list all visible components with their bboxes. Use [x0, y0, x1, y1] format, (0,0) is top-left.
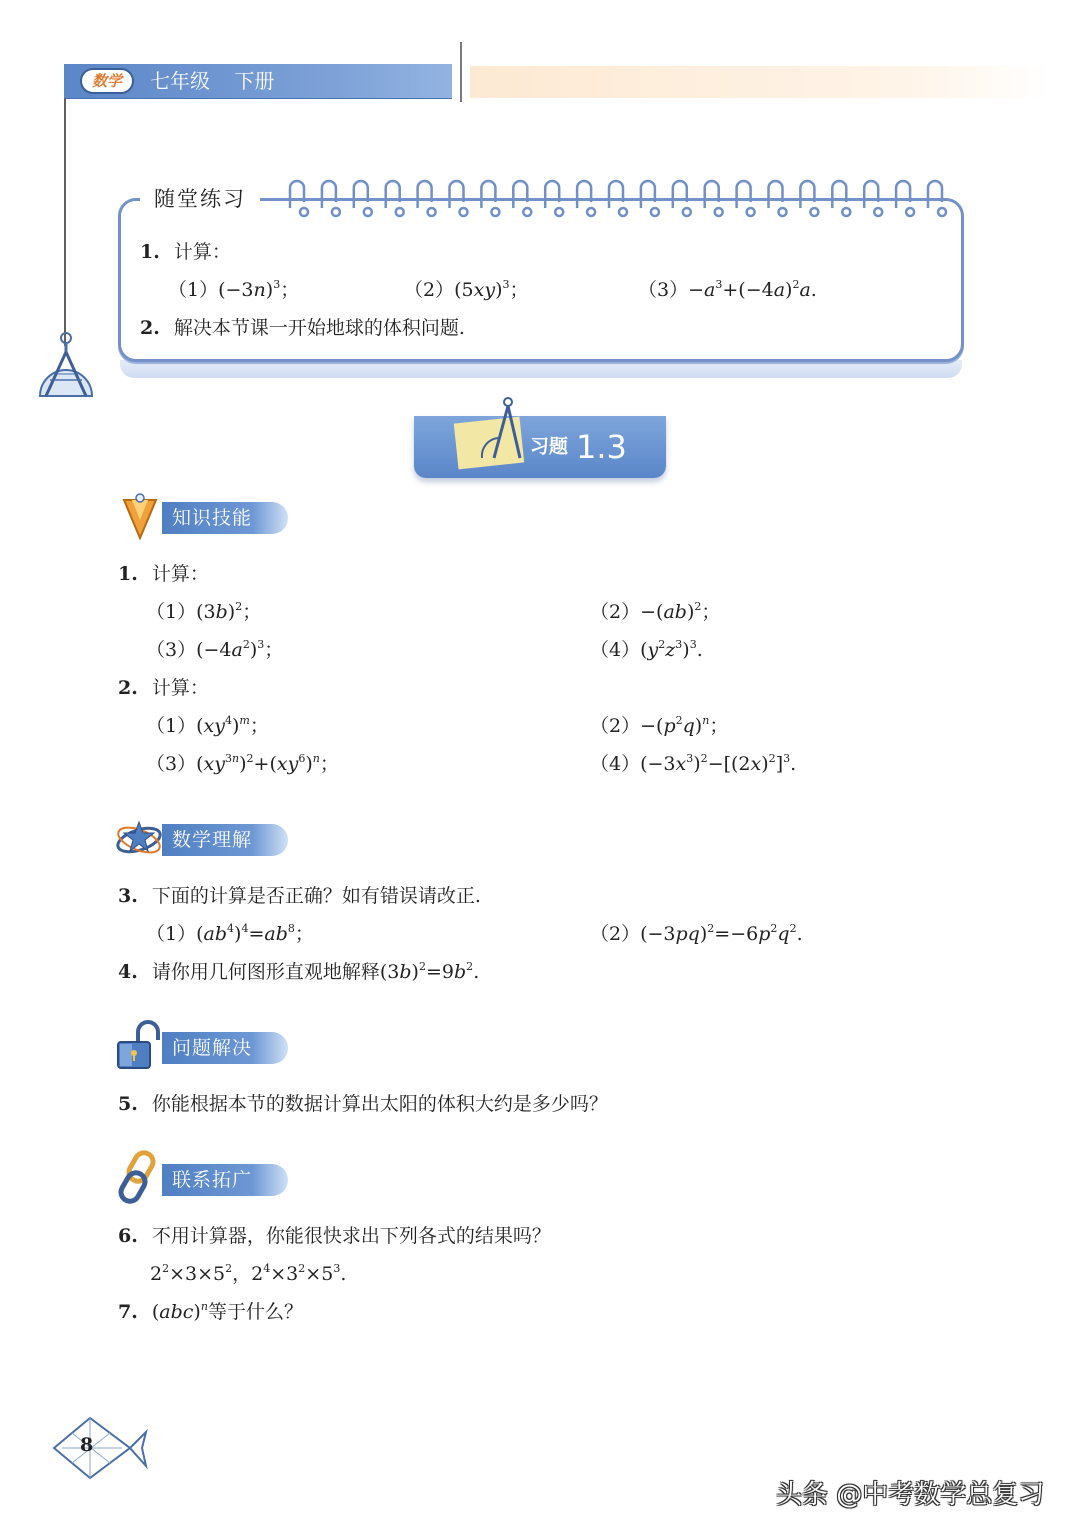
item-label: （1）: [168, 279, 219, 301]
exercise-6-text: 不用计算器，你能很快求出下列各式的结果吗？: [151, 1225, 551, 1247]
exercise-2: [118, 674, 209, 702]
ring: [896, 181, 910, 208]
header-decoration: [470, 66, 1050, 98]
exercise-7: 7. (abc)$^n$等于什么？: [118, 1299, 303, 1323]
exercise-1-item-3: $(3)(-4a^2)^3$；: [146, 637, 284, 661]
exercise-5-text: 你能根据本节的数据计算出太阳的体积大约是多少吗？: [151, 1093, 608, 1115]
ring-hole: [555, 208, 563, 216]
item-label: （4）: [590, 753, 641, 775]
chain-link-icon: [114, 1150, 164, 1204]
ring: [386, 181, 400, 208]
section-understanding-tab: 数学理解: [162, 824, 288, 856]
ring: [609, 181, 623, 208]
exercise-5: [118, 1090, 608, 1118]
ring: [450, 181, 464, 208]
ring-hole: [906, 208, 914, 216]
ring: [705, 181, 719, 208]
ring: [513, 181, 527, 208]
exercise-7-number: 7.: [118, 1301, 138, 1323]
exercise-4-number: 4.: [118, 961, 138, 983]
section-skills-tab: 知识技能: [162, 502, 288, 534]
ring: [290, 181, 304, 208]
ring-hole: [460, 208, 468, 216]
item-label: （1）: [146, 923, 197, 945]
ring-hole: [747, 208, 755, 216]
ring-hole: [523, 208, 531, 216]
ring: [864, 181, 878, 208]
exercise-1-item-4: $(4)(y^2z^3)^3$.: [590, 637, 703, 661]
notebook-rings-icon: [278, 176, 948, 224]
practice-q2-text: 解决本节课一开始地球的体积问题.: [173, 317, 465, 339]
item-label: （1）: [146, 601, 197, 623]
unlocked-padlock-icon: [116, 1020, 162, 1070]
ring: [481, 181, 495, 208]
ring-hole: [938, 208, 946, 216]
ring-hole: [715, 208, 723, 216]
exercise-3-text: 下面的计算是否正确？如有错误请改正.: [151, 885, 481, 907]
exercise-7-text: 等于什么？: [207, 1301, 303, 1323]
ring-hole: [587, 208, 595, 216]
item-label: （3）: [146, 639, 197, 661]
ring: [577, 181, 591, 208]
compass-protractor-icon: [36, 330, 96, 400]
ring: [800, 181, 814, 208]
ring-hole: [300, 208, 308, 216]
exercise-4-text: 请你用几何图形直观地解释: [151, 961, 380, 983]
pencil-tip-icon: [120, 492, 160, 542]
practice-q2-number: 2.: [140, 317, 160, 339]
star-orbit-icon: [114, 816, 164, 860]
exercise-3-number: 3.: [118, 885, 138, 907]
ring: [418, 181, 432, 208]
exercise-1-item-1: $(1)(3b)^2$；: [146, 599, 262, 623]
ring-hole: [842, 208, 850, 216]
practice-title: 随堂练习: [140, 180, 260, 218]
ring: [354, 181, 368, 208]
subject-tag: 数学: [80, 68, 134, 94]
practice-q1: [140, 238, 231, 266]
ring-hole: [683, 208, 691, 216]
exercise-2-item-2: $(2)-(p^2q)^n$；: [590, 713, 729, 737]
ring: [673, 181, 687, 208]
ring-hole: [651, 208, 659, 216]
item-label: （4）: [590, 639, 641, 661]
exercise-1: [118, 560, 209, 588]
exercise-1-item-2: （2）−(ab)$^2$；: [590, 599, 721, 623]
exercise-2-number: 2.: [118, 677, 138, 699]
section-problem-solving-tab: 问题解决: [162, 1032, 288, 1064]
item-label: （2）: [590, 601, 641, 623]
fish-net-icon: [50, 1414, 150, 1484]
compass-icon: [468, 394, 528, 466]
exercise-3-item-1: $(1)(ab^4)^4=ab^8$；: [146, 921, 314, 945]
exercise-3-item-2: $(2)(-3pq)^2=-6p^2q^2$.: [590, 921, 803, 945]
ring-hole: [428, 208, 436, 216]
ring-hole: [364, 208, 372, 216]
page-number: 8: [80, 1434, 94, 1456]
ring: [832, 181, 846, 208]
practice-q1-item-1: $(1)(-3n)^3$；: [168, 277, 300, 301]
ring-hole: [874, 208, 882, 216]
ring: [322, 181, 336, 208]
ring-hole: [619, 208, 627, 216]
header-divider: [460, 42, 462, 102]
ring-hole: [396, 208, 404, 216]
ring: [545, 181, 559, 208]
item-label: （3）: [146, 753, 197, 775]
exercise-6-expressions: $2^2\times 3\times 5^2$，$2^4\times 3^2\times 5^3$.: [150, 1261, 347, 1285]
practice-q1-item-2: $(2)(5xy)^3$；: [404, 277, 529, 301]
exercise-4: 4. 请你用几何图形直观地解释$(3b)^2=9b^2$.: [118, 959, 480, 983]
exercise-banner-title: [530, 426, 627, 467]
watermark: 头条 @中考数学总复习: [776, 1480, 1045, 1510]
margin-line: [64, 98, 66, 346]
ring: [641, 181, 655, 208]
practice-q1-text: 计算：: [173, 241, 231, 263]
item-label: （2）: [404, 279, 455, 301]
ring: [769, 181, 783, 208]
exercise-1-number: 1.: [118, 563, 138, 585]
exercise-2-text: 计算：: [151, 677, 209, 699]
exercise-3: [118, 882, 481, 910]
section-extension-tab: 联系拓广: [162, 1164, 288, 1196]
ring: [737, 181, 751, 208]
exercise-2-item-1: $(1)(xy^4)^m$；: [146, 713, 269, 737]
practice-q1-item-3: $(3)-a^3+(-4a)^2a$.: [638, 277, 817, 301]
exercise-1-text: 计算：: [151, 563, 209, 585]
ring-hole: [332, 208, 340, 216]
ring: [928, 181, 942, 208]
exercise-number: 1.3: [576, 427, 627, 466]
exercise-2-item-3: $(3)(xy^{3n})^2+(xy^6)^n$；: [146, 751, 339, 775]
exercise-label: 习题: [530, 435, 569, 458]
ring-hole: [779, 208, 787, 216]
exercise-6-number: 6.: [118, 1225, 138, 1247]
item-label: （3）: [638, 279, 689, 301]
practice-q1-number: 1.: [140, 241, 160, 263]
item-label: （1）: [146, 715, 197, 737]
item-label: （2）: [590, 923, 641, 945]
item-label: （2）: [590, 715, 641, 737]
practice-q2: [140, 314, 465, 342]
practice-box-shadow: [120, 360, 962, 378]
ring-hole: [491, 208, 499, 216]
exercise-6: [118, 1222, 551, 1250]
exercise-2-item-4: $(4)(-3x^3)^2-[(2x)^2]^3$.: [590, 751, 797, 775]
ring-hole: [810, 208, 818, 216]
grade-label: 七年级 下册: [150, 69, 275, 93]
exercise-5-number: 5.: [118, 1093, 138, 1115]
